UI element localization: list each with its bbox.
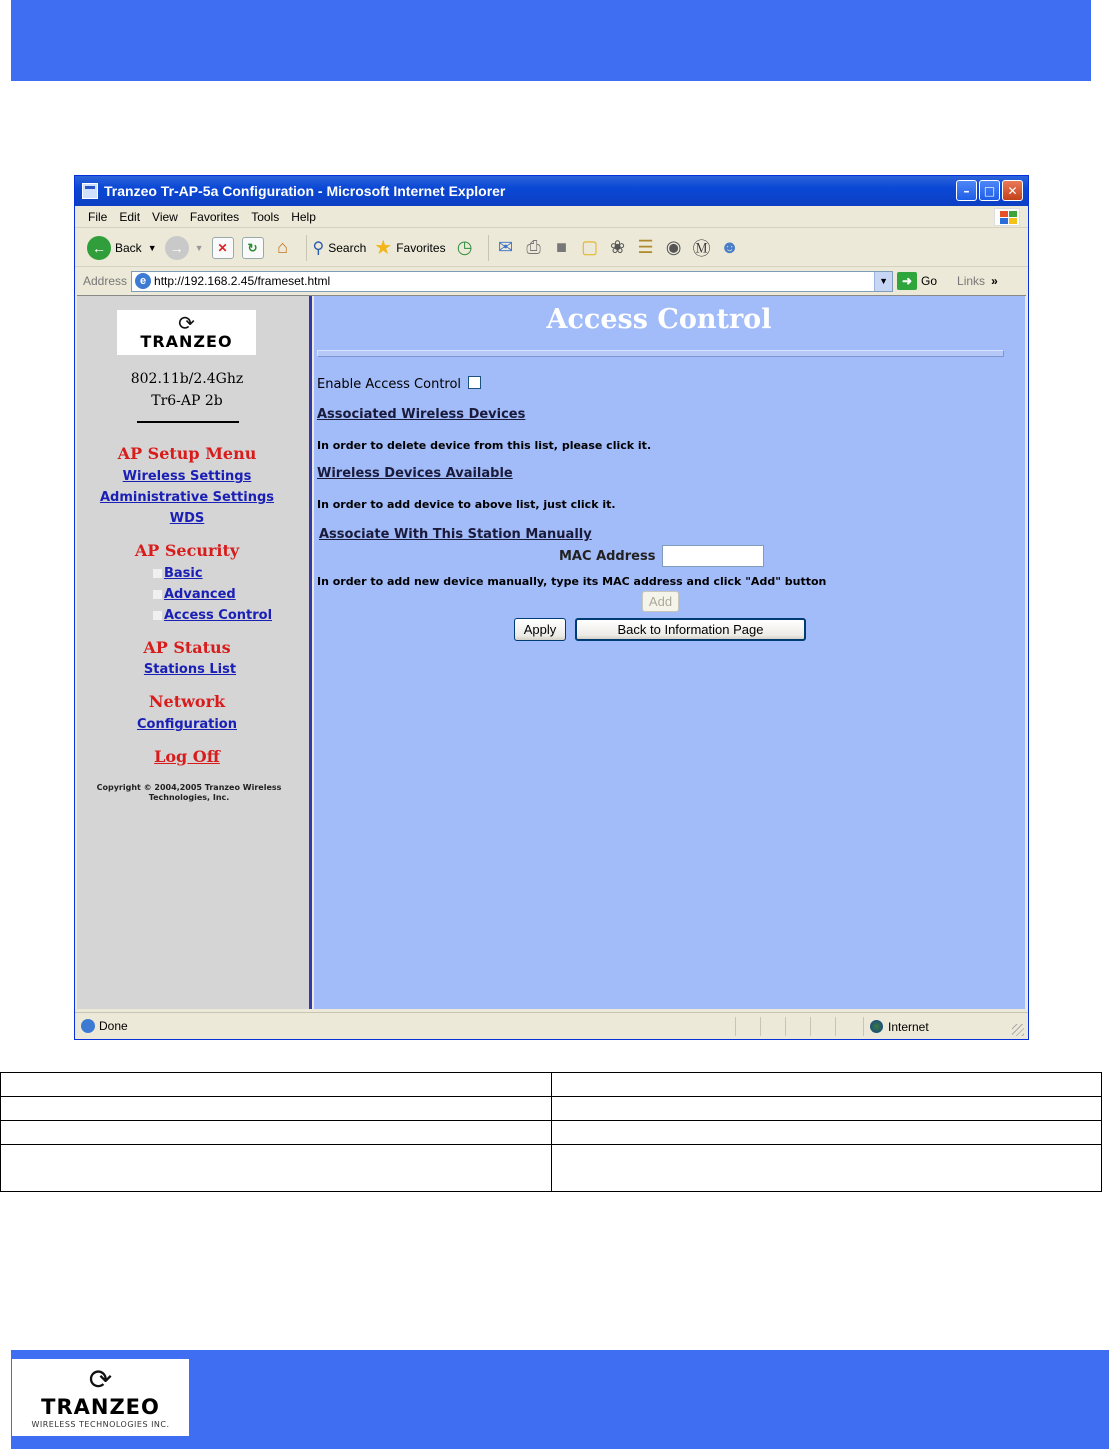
link-access-control[interactable]: Access Control bbox=[153, 608, 272, 623]
available-devices-heading[interactable]: Wireless Devices Available bbox=[317, 466, 513, 481]
print-icon[interactable]: ⎙ bbox=[526, 237, 541, 257]
link-configuration[interactable]: Configuration bbox=[137, 717, 237, 732]
link-stations-list[interactable]: Stations List bbox=[143, 662, 237, 677]
title-rule bbox=[317, 350, 1004, 357]
table-row bbox=[1, 1073, 1102, 1097]
title-bar[interactable] bbox=[75, 176, 1028, 206]
forward-button[interactable] bbox=[165, 236, 204, 260]
security-zone: Internet bbox=[863, 1017, 929, 1036]
notes-icon[interactable]: ▢ bbox=[581, 237, 599, 257]
enable-access-control-row bbox=[317, 376, 481, 392]
link-advanced[interactable]: Advanced bbox=[153, 587, 236, 602]
minimize-button[interactable]: – bbox=[956, 180, 977, 201]
manual-hint: In order to add new device manually, type its MAC address and click "Add" button bbox=[317, 575, 827, 588]
address-url: http://192.168.2.45/frameset.html bbox=[154, 274, 331, 288]
menu-bar bbox=[75, 206, 1028, 228]
menu-help[interactable]: Help bbox=[291, 209, 316, 224]
flower-icon[interactable]: ❀ bbox=[610, 237, 626, 257]
links-label[interactable]: Links bbox=[957, 274, 986, 288]
edit-icon[interactable]: ■ bbox=[556, 237, 568, 257]
menu-favorites[interactable]: Favorites bbox=[189, 209, 240, 224]
divider bbox=[137, 421, 239, 423]
delete-hint: In order to delete device from this list, please click it. bbox=[317, 439, 652, 452]
toolbar-separator bbox=[488, 235, 489, 261]
maximize-button[interactable]: □ bbox=[979, 180, 1000, 201]
header-band bbox=[11, 0, 1091, 81]
menu-view[interactable]: View bbox=[152, 209, 178, 224]
favorites-button[interactable]: ★ Favorites bbox=[374, 237, 446, 259]
links-chevron-icon[interactable]: » bbox=[991, 274, 998, 288]
status-heading: AP Status bbox=[143, 638, 231, 657]
menu-file[interactable]: File bbox=[88, 209, 108, 224]
add-hint: In order to add device to above list, just click it. bbox=[317, 498, 616, 511]
mac-address-input[interactable] bbox=[662, 545, 764, 567]
manual-association-heading[interactable]: Associate With This Station Manually bbox=[319, 527, 592, 542]
tranzeo-swirl-icon: ⟳ bbox=[178, 311, 195, 335]
footer-logo-text: TRANZEO bbox=[41, 1394, 160, 1419]
go-button[interactable]: ➜ Go bbox=[897, 272, 937, 290]
toolbar bbox=[75, 229, 1028, 267]
search-icon: ⚲ bbox=[312, 239, 325, 257]
link-wireless-settings[interactable]: Wireless Settings bbox=[122, 469, 252, 484]
address-bar bbox=[75, 268, 1028, 294]
page-title: Access Control bbox=[546, 304, 772, 335]
window-title: Tranzeo Tr-AP-5a Configuration - Microsoft Internet Explorer bbox=[104, 183, 506, 199]
close-button[interactable]: ✕ bbox=[1002, 180, 1023, 201]
address-label: Address bbox=[83, 274, 128, 288]
status-panes bbox=[735, 1017, 860, 1036]
address-input[interactable] bbox=[131, 271, 893, 292]
messenger-m-icon[interactable]: Ⓜ bbox=[692, 238, 711, 259]
back-button[interactable]: ← Back ▼ bbox=[87, 236, 157, 260]
security-heading: AP Security bbox=[134, 541, 240, 560]
star-icon: ★ bbox=[374, 237, 393, 259]
setup-menu-heading: AP Setup Menu bbox=[117, 444, 257, 463]
refresh-icon[interactable]: ↻ bbox=[242, 237, 264, 259]
research-icon[interactable]: ☰ bbox=[637, 237, 654, 257]
windows-logo-icon bbox=[994, 208, 1020, 226]
tranzeo-swirl-icon: ⟳ bbox=[88, 1362, 113, 1396]
mac-address-label: MAC Address bbox=[559, 549, 656, 564]
globe-icon bbox=[870, 1020, 883, 1033]
main-content bbox=[314, 296, 1025, 1009]
status-text: Done bbox=[99, 1019, 128, 1033]
bullet-icon bbox=[153, 569, 162, 578]
ie-page-icon: e bbox=[135, 273, 151, 289]
search-button[interactable]: ⚲ Search bbox=[312, 239, 367, 257]
stop-icon[interactable]: ✕ bbox=[212, 237, 234, 259]
home-icon[interactable]: ⌂ bbox=[277, 237, 288, 257]
discuss-icon[interactable]: ◉ bbox=[665, 237, 682, 257]
chevron-down-icon[interactable]: ▼ bbox=[874, 272, 892, 291]
go-arrow-icon: ➜ bbox=[897, 272, 917, 290]
table-row bbox=[1, 1097, 1102, 1121]
logoff-link[interactable]: Log Off bbox=[154, 747, 220, 766]
copyright: Copyright © 2004,2005 Tranzeo Wireless Technologies, Inc. bbox=[96, 783, 282, 802]
table-row bbox=[1, 1121, 1102, 1145]
buddies-icon[interactable]: ☻ bbox=[720, 237, 740, 257]
footer-band bbox=[11, 1350, 1109, 1449]
model-line-1: 802.11b/2.4Ghz bbox=[130, 371, 244, 387]
footer-logo bbox=[12, 1359, 189, 1436]
toolbar-separator bbox=[306, 235, 307, 261]
link-administrative-settings[interactable]: Administrative Settings bbox=[99, 490, 275, 505]
model-line-2: Tr6-AP 2b bbox=[151, 393, 223, 409]
bullet-icon bbox=[153, 611, 162, 620]
tranzeo-logo bbox=[117, 310, 256, 355]
forward-arrow-icon: → bbox=[165, 236, 189, 260]
network-heading: Network bbox=[148, 692, 226, 711]
ie-page-icon bbox=[81, 1019, 95, 1033]
chevron-down-icon: ▼ bbox=[194, 242, 204, 253]
apply-button[interactable]: Apply bbox=[514, 618, 566, 641]
link-wds[interactable]: WDS bbox=[169, 511, 205, 526]
menu-edit[interactable]: Edit bbox=[119, 209, 141, 224]
status-bar bbox=[75, 1012, 1028, 1039]
add-button[interactable]: Add bbox=[642, 591, 679, 612]
link-basic[interactable]: Basic bbox=[153, 566, 203, 581]
table-row bbox=[1, 1145, 1102, 1192]
ie-window-icon bbox=[82, 183, 98, 199]
browser-window bbox=[74, 175, 1029, 1040]
history-icon[interactable]: ◷ bbox=[456, 237, 473, 257]
resize-grip-icon[interactable] bbox=[1012, 1024, 1024, 1036]
blank-table bbox=[0, 1072, 1102, 1192]
bullet-icon bbox=[153, 590, 162, 599]
enable-access-control-checkbox[interactable] bbox=[468, 376, 481, 389]
menu-tools[interactable]: Tools bbox=[251, 209, 280, 224]
associated-devices-heading[interactable]: Associated Wireless Devices bbox=[317, 407, 526, 422]
enable-access-control-label: Enable Access Control bbox=[317, 377, 462, 392]
logo-text: TRANZEO bbox=[140, 332, 233, 351]
footer-logo-subtitle: WIRELESS TECHNOLOGIES INC. bbox=[31, 1419, 170, 1429]
sidebar bbox=[77, 296, 312, 1009]
back-arrow-icon: ← bbox=[87, 236, 111, 260]
back-to-information-button[interactable]: Back to Information Page bbox=[575, 618, 806, 641]
mail-icon[interactable]: ✉ bbox=[498, 237, 514, 257]
chevron-down-icon: ▼ bbox=[147, 242, 157, 253]
